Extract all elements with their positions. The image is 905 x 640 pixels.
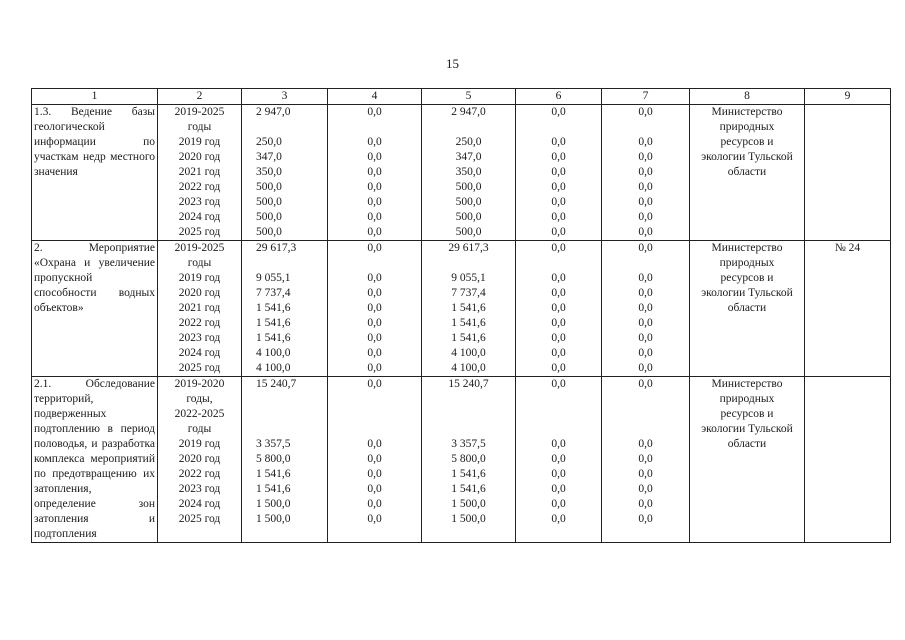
federal-cell-line: 0,0 [367, 181, 382, 193]
local-cell-line: 0,0 [551, 302, 566, 314]
local-cell-line: 0,0 [551, 242, 566, 254]
regional-cell-line [424, 120, 513, 135]
extra-cell-line [604, 392, 687, 407]
regional-cell-line: 29 617,3 [448, 242, 489, 254]
local-cell-line [518, 256, 599, 271]
column-header: 9 [805, 89, 891, 105]
measure-name: 1.3. Ведение базы геологической информации по участкам недр местного значения [32, 105, 158, 241]
extra-cell-line: 0,0 [638, 302, 653, 314]
period-cell-line: 2023 год [178, 196, 221, 208]
executor-cell-line: Министерство [711, 106, 783, 118]
table-row [32, 105, 891, 241]
local-cell-line [518, 392, 599, 407]
federal-cell-line: 0,0 [367, 166, 382, 178]
period-cell-line: 2023 год [178, 332, 221, 344]
regional-cell-line: 1 541,6 [451, 483, 486, 495]
federal-cell-line: 0,0 [367, 483, 382, 495]
regional-cell-line: 1 541,6 [451, 302, 486, 314]
period-cell-line: 2023 год [178, 483, 221, 495]
measure-name: 2. Мероприятие «Охрана и увеличение пропускной способности водных объектов» [32, 241, 158, 377]
regional-cell-line: 4 100,0 [451, 362, 486, 374]
federal-cell-line [330, 120, 419, 135]
executor-cell-line: ресурсов и [720, 408, 774, 420]
executor-cell-line: Министерство [711, 378, 783, 390]
federal-cell-line: 0,0 [367, 272, 382, 284]
regional-cell-line: 15 240,7 [448, 378, 489, 390]
executor-cell-line: области [727, 166, 767, 178]
total-cell-line: 500,0 [256, 211, 282, 223]
period-cell-line: 2019-2025 [174, 242, 225, 254]
total-cell-line: 7 737,4 [256, 287, 291, 299]
federal-cell-line: 0,0 [367, 362, 382, 374]
local-cell [516, 377, 602, 543]
federal-cell-line: 0,0 [367, 106, 382, 118]
period-cell-line: 2024 год [178, 498, 221, 510]
extra-cell-line: 0,0 [638, 332, 653, 344]
total-cell-line: 347,0 [256, 151, 282, 163]
federal-cell-line: 0,0 [367, 468, 382, 480]
extra-cell-line: 0,0 [638, 226, 653, 238]
local-cell-line: 0,0 [551, 196, 566, 208]
extra-cell-line: 0,0 [638, 468, 653, 480]
total-cell-line: 4 100,0 [256, 362, 291, 374]
extra-cell-line [604, 256, 687, 271]
executor-cell-line: природных [719, 121, 775, 133]
column-header: 4 [328, 89, 422, 105]
regional-cell-line: 1 541,6 [451, 468, 486, 480]
local-cell-line: 0,0 [551, 136, 566, 148]
regional-cell-line [424, 407, 513, 422]
extra-cell-line: 0,0 [638, 242, 653, 254]
local-cell-line: 0,0 [551, 468, 566, 480]
period-cell-line: 2024 год [178, 347, 221, 359]
federal-cell-line: 0,0 [367, 332, 382, 344]
total-cell-line: 500,0 [256, 181, 282, 193]
federal-cell-line: 0,0 [367, 438, 382, 450]
executor-cell [690, 105, 805, 241]
executor-cell-line: экологии Тульской [701, 423, 793, 435]
regional-cell-line: 250,0 [455, 136, 482, 148]
period-cell [158, 377, 242, 543]
extra-cell [602, 377, 690, 543]
regional-cell-line [424, 256, 513, 271]
local-cell-line: 0,0 [551, 166, 566, 178]
period-cell-line: 2020 год [178, 453, 221, 465]
federal-cell-line [330, 392, 419, 407]
program-table [31, 88, 891, 543]
note-cell: № 24 [805, 241, 891, 377]
federal-cell-line: 0,0 [367, 513, 382, 525]
extra-cell-line: 0,0 [638, 378, 653, 390]
total-cell-line [256, 422, 325, 437]
period-cell-line: 2019-2025 [174, 106, 225, 118]
executor-cell-line: ресурсов и [720, 272, 774, 284]
local-cell-line [518, 407, 599, 422]
local-cell-line: 0,0 [551, 287, 566, 299]
total-cell-line: 15 240,7 [256, 378, 297, 390]
local-cell-line [518, 422, 599, 437]
regional-cell-line: 1 541,6 [451, 332, 486, 344]
regional-cell [422, 241, 516, 377]
period-cell-line: годы [187, 121, 212, 133]
period-cell-line: 2025 год [178, 513, 221, 525]
federal-cell-line: 0,0 [367, 453, 382, 465]
period-cell-line: годы, [186, 393, 213, 405]
total-cell-line: 500,0 [256, 226, 282, 238]
federal-cell-line [330, 407, 419, 422]
extra-cell-line: 0,0 [638, 483, 653, 495]
period-cell-line: 2024 год [178, 211, 221, 223]
period-cell-line: 2021 год [178, 302, 221, 314]
federal-cell-line: 0,0 [367, 302, 382, 314]
extra-cell-line: 0,0 [638, 513, 653, 525]
total-cell-line: 1 541,6 [256, 468, 291, 480]
period-cell-line: 2022 год [178, 468, 221, 480]
federal-cell-line: 0,0 [367, 196, 382, 208]
column-number-row [32, 89, 891, 105]
measure-name: 2.1. Обследование территорий, подверженных подтоплению в период половодья, и разработка комплекса мероприятий по предотвращению их затопления, определение зон затопления и подтопления [32, 377, 158, 543]
extra-cell-line: 0,0 [638, 136, 653, 148]
federal-cell [328, 241, 422, 377]
extra-cell-line: 0,0 [638, 362, 653, 374]
extra-cell-line: 0,0 [638, 196, 653, 208]
local-cell-line: 0,0 [551, 332, 566, 344]
period-cell-line: 2025 год [178, 226, 221, 238]
local-cell [516, 241, 602, 377]
extra-cell-line [604, 120, 687, 135]
period-cell-line: 2020 год [178, 151, 221, 163]
total-cell-line: 4 100,0 [256, 347, 291, 359]
note-cell [805, 377, 891, 543]
extra-cell [602, 241, 690, 377]
regional-cell-line: 3 357,5 [451, 438, 486, 450]
regional-cell [422, 377, 516, 543]
period-cell-line: 2019 год [178, 136, 221, 148]
period-cell [158, 105, 242, 241]
total-cell-line: 250,0 [256, 136, 282, 148]
local-cell-line: 0,0 [551, 378, 566, 390]
executor-cell [690, 377, 805, 543]
table-row [32, 241, 891, 377]
local-cell-line: 0,0 [551, 106, 566, 118]
local-cell [516, 105, 602, 241]
executor-cell-line: Министерство [711, 242, 783, 254]
regional-cell-line: 1 541,6 [451, 317, 486, 329]
extra-cell-line: 0,0 [638, 106, 653, 118]
regional-cell [422, 105, 516, 241]
local-cell-line: 0,0 [551, 498, 566, 510]
period-cell [158, 241, 242, 377]
regional-cell-line: 350,0 [455, 166, 482, 178]
federal-cell-line: 0,0 [367, 226, 382, 238]
period-cell-line: 2022 год [178, 181, 221, 193]
regional-cell-line: 2 947,0 [451, 106, 486, 118]
regional-cell-line: 1 500,0 [451, 498, 486, 510]
total-cell-line [256, 120, 325, 135]
federal-cell-line: 0,0 [367, 378, 382, 390]
column-header: 8 [690, 89, 805, 105]
executor-cell-line: природных [719, 393, 775, 405]
regional-cell-line: 9 055,1 [451, 272, 486, 284]
column-header: 6 [516, 89, 602, 105]
extra-cell-line: 0,0 [638, 211, 653, 223]
regional-cell-line [424, 422, 513, 437]
period-cell-line: 2019 год [178, 272, 221, 284]
extra-cell-line: 0,0 [638, 317, 653, 329]
total-cell-line: 2 947,0 [256, 106, 291, 118]
federal-cell-line: 0,0 [367, 211, 382, 223]
total-cell-line [256, 392, 325, 407]
federal-cell-line: 0,0 [367, 151, 382, 163]
local-cell-line [518, 120, 599, 135]
local-cell-line: 0,0 [551, 347, 566, 359]
table-row [32, 377, 891, 543]
executor-cell-line: экологии Тульской [701, 151, 793, 163]
period-cell-line: годы [187, 423, 212, 435]
extra-cell-line: 0,0 [638, 287, 653, 299]
regional-cell-line: 1 500,0 [451, 513, 486, 525]
period-cell-line: 2022-2025 [174, 408, 225, 420]
extra-cell-line [604, 407, 687, 422]
federal-cell [328, 105, 422, 241]
regional-cell-line: 4 100,0 [451, 347, 486, 359]
regional-cell-line: 500,0 [455, 211, 482, 223]
local-cell-line: 0,0 [551, 272, 566, 284]
period-cell-line: 2022 год [178, 317, 221, 329]
total-cell-line [256, 407, 325, 422]
regional-cell-line: 500,0 [455, 181, 482, 193]
extra-cell-line: 0,0 [638, 438, 653, 450]
federal-cell-line: 0,0 [367, 498, 382, 510]
period-cell-line: годы [187, 257, 212, 269]
federal-cell-line: 0,0 [367, 317, 382, 329]
local-cell-line: 0,0 [551, 226, 566, 238]
column-header: 2 [158, 89, 242, 105]
local-cell-line: 0,0 [551, 483, 566, 495]
local-cell-line: 0,0 [551, 317, 566, 329]
extra-cell-line: 0,0 [638, 272, 653, 284]
local-cell-line: 0,0 [551, 211, 566, 223]
total-cell-line: 1 541,6 [256, 317, 291, 329]
regional-cell-line [424, 392, 513, 407]
regional-cell-line: 7 737,4 [451, 287, 486, 299]
regional-cell-line: 5 800,0 [451, 453, 486, 465]
executor-cell-line: природных [719, 257, 775, 269]
extra-cell-line: 0,0 [638, 166, 653, 178]
table-body [32, 105, 891, 543]
total-cell-line: 1 541,6 [256, 332, 291, 344]
extra-cell-line: 0,0 [638, 151, 653, 163]
total-cell-line: 500,0 [256, 196, 282, 208]
column-header: 7 [602, 89, 690, 105]
total-cell-line: 1 541,6 [256, 302, 291, 314]
local-cell-line: 0,0 [551, 362, 566, 374]
regional-cell-line: 500,0 [455, 226, 482, 238]
total-cell [242, 377, 328, 543]
total-cell-line [256, 256, 325, 271]
regional-cell-line: 347,0 [455, 151, 482, 163]
executor-cell [690, 241, 805, 377]
regional-cell-line: 500,0 [455, 196, 482, 208]
local-cell-line: 0,0 [551, 453, 566, 465]
federal-cell-line [330, 422, 419, 437]
local-cell-line: 0,0 [551, 438, 566, 450]
column-header: 5 [422, 89, 516, 105]
total-cell-line: 350,0 [256, 166, 282, 178]
executor-cell-line: области [727, 438, 767, 450]
federal-cell-line: 0,0 [367, 136, 382, 148]
total-cell [242, 241, 328, 377]
total-cell-line: 29 617,3 [256, 242, 297, 254]
executor-cell-line: области [727, 302, 767, 314]
period-cell-line: 2019 год [178, 438, 221, 450]
period-cell-line: 2025 год [178, 362, 221, 374]
total-cell-line: 1 541,6 [256, 483, 291, 495]
extra-cell-line: 0,0 [638, 453, 653, 465]
extra-cell-line [604, 422, 687, 437]
column-header: 1 [32, 89, 158, 105]
extra-cell-line: 0,0 [638, 347, 653, 359]
federal-cell-line: 0,0 [367, 287, 382, 299]
total-cell-line: 3 357,5 [256, 438, 291, 450]
federal-cell-line [330, 256, 419, 271]
period-cell-line: 2021 год [178, 166, 221, 178]
column-header: 3 [242, 89, 328, 105]
local-cell-line: 0,0 [551, 513, 566, 525]
total-cell-line: 5 800,0 [256, 453, 291, 465]
total-cell-line: 9 055,1 [256, 272, 291, 284]
period-cell-line: 2019-2020 [174, 378, 225, 390]
period-cell-line: 2020 год [178, 287, 221, 299]
local-cell-line: 0,0 [551, 181, 566, 193]
federal-cell [328, 377, 422, 543]
local-cell-line: 0,0 [551, 151, 566, 163]
total-cell [242, 105, 328, 241]
federal-cell-line: 0,0 [367, 347, 382, 359]
note-cell [805, 105, 891, 241]
executor-cell-line: экологии Тульской [701, 287, 793, 299]
page-number: 15 [446, 56, 459, 71]
federal-cell-line: 0,0 [367, 242, 382, 254]
executor-cell-line: ресурсов и [720, 136, 774, 148]
extra-cell-line: 0,0 [638, 181, 653, 193]
total-cell-line: 1 500,0 [256, 498, 291, 510]
extra-cell-line: 0,0 [638, 498, 653, 510]
total-cell-line: 1 500,0 [256, 513, 291, 525]
extra-cell [602, 105, 690, 241]
